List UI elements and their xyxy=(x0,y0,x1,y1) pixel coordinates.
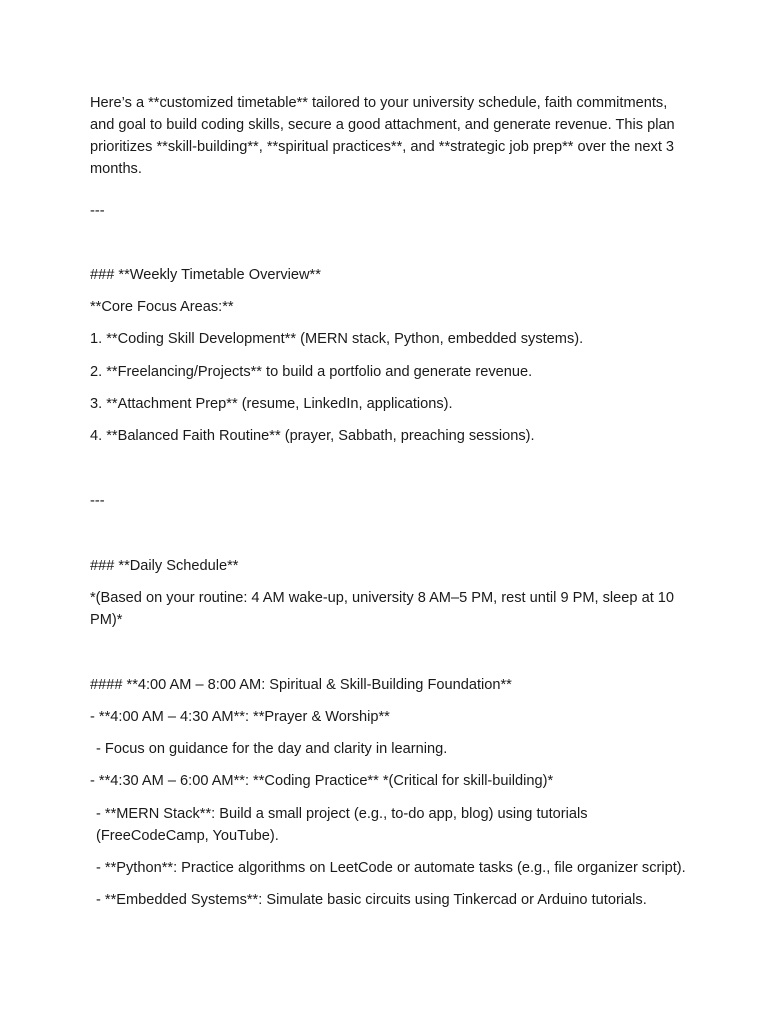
focus-item: 4. **Balanced Faith Routine** (prayer, Sabbath, preaching sessions). xyxy=(90,428,535,444)
schedule-subitem: - **Embedded Systems**: Simulate basic circuits using Tinkercad or Arduino tutorials. xyxy=(96,892,647,908)
divider: --- xyxy=(90,493,105,509)
schedule-subitem: - **MERN Stack**: Build a small project (e.g., to-do app, blog) using tutorials (FreeCodeCamp, YouTube). xyxy=(96,806,588,844)
intro-paragraph: Here’s a **customized timetable** tailored to your university schedule, faith commitments, and goal to build coding skills, secure a good attachment, and generate revenue. This plan prioritizes **skill-building**, **spiritual practices**, and **strategic job prep** over the next 3 months. xyxy=(90,95,675,177)
weekly-overview-heading: ### **Weekly Timetable Overview** xyxy=(90,267,321,283)
schedule-item: - **4:30 AM – 6:00 AM**: **Coding Practice** *(Critical for skill-building)* xyxy=(90,773,554,789)
schedule-subitem: - Focus on guidance for the day and clarity in learning. xyxy=(96,741,448,757)
schedule-item: - **4:00 AM – 4:30 AM**: **Prayer & Worship** xyxy=(90,709,390,725)
core-focus-label: **Core Focus Areas:** xyxy=(90,299,234,315)
routine-note: *(Based on your routine: 4 AM wake-up, university 8 AM–5 PM, rest until 9 PM, sleep at 10 PM)* xyxy=(90,590,675,628)
focus-item: 3. **Attachment Prep** (resume, LinkedIn, applications). xyxy=(90,396,453,412)
focus-item: 2. **Freelancing/Projects** to build a portfolio and generate revenue. xyxy=(90,364,533,380)
daily-schedule-heading: ### **Daily Schedule** xyxy=(90,558,239,574)
focus-item: 1. **Coding Skill Development** (MERN stack, Python, embedded systems). xyxy=(90,331,584,347)
schedule-subitem: - **Python**: Practice algorithms on LeetCode or automate tasks (e.g., file organizer script). xyxy=(96,860,686,876)
divider: --- xyxy=(90,203,105,219)
time-block-heading: #### **4:00 AM – 8:00 AM: Spiritual & Skill-Building Foundation** xyxy=(90,677,512,693)
